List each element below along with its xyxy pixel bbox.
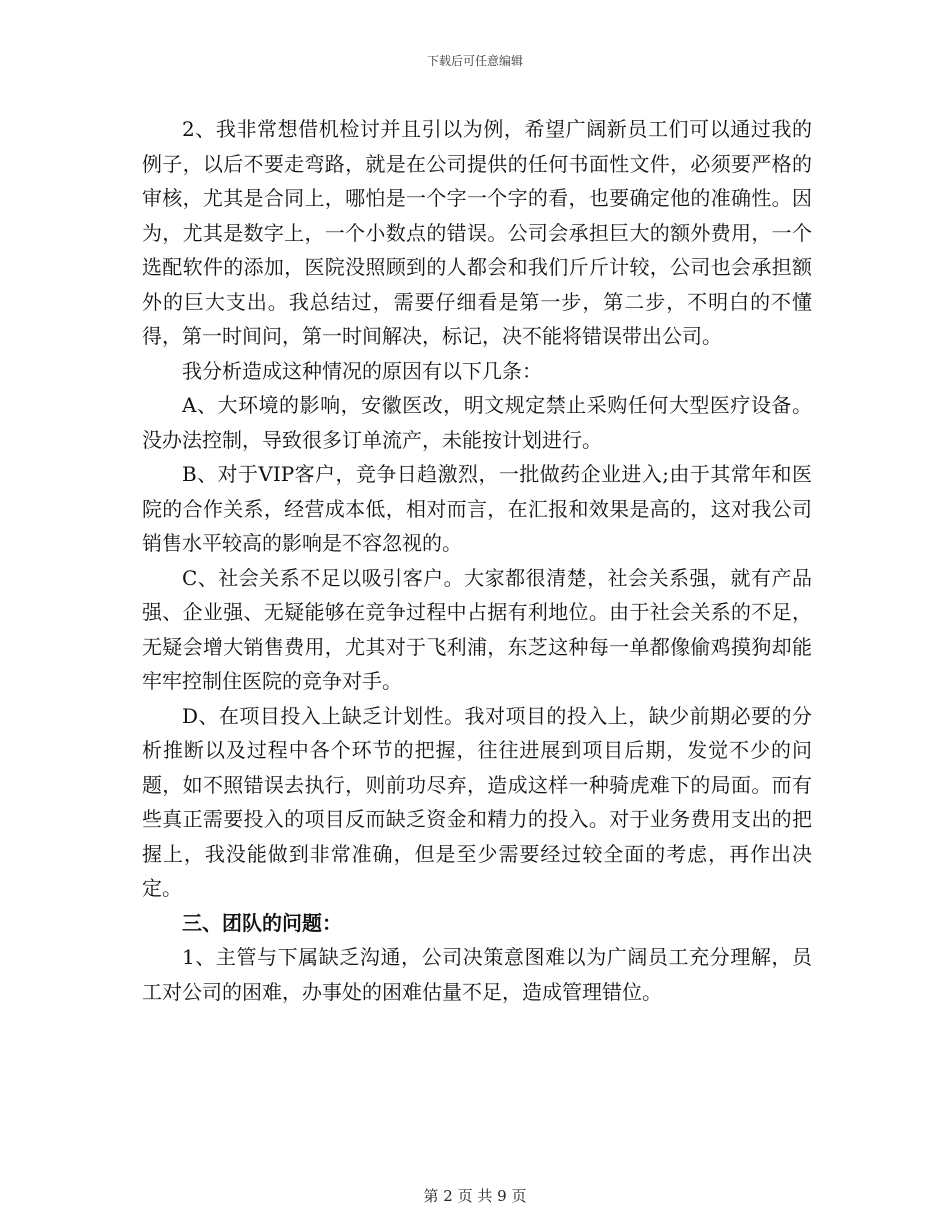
paragraph-reason-c: C、社会关系不足以吸引客户。大家都很清楚，社会关系强，就有产品强、企业强、无疑能够在竞争过程中占据有利地位。由于社会关系的不足，无疑会增大销售费用，尤其对于飞利浦，东芝这种每一单都像偷鸡摸狗却能牢牢控制住医院的竞争对手。: [142, 565, 812, 693]
paragraph-reason-a: A、大环境的影响，安徽医改，明文规定禁止采购任何大型医疗设备。没办法控制，导致很多订单流产，未能按计划进行。: [142, 393, 812, 452]
paragraph-analysis-intro: 我分析造成这种情况的原因有以下几条：: [182, 358, 542, 383]
page-footer: 第 2 页 共 9 页: [423, 1187, 527, 1205]
paragraph-item-2: 2、我非常想借机检讨并且引以为例，希望广阔新员工们可以通过我的例子，以后不要走弯路，就是在公司提供的任何书面性文件，必须要严格的审核，尤其是合同上，哪怕是一个字一个字的看，也要确定他的准确性。因为，尤其是数字上，一个小数点的错误。公司会承担巨大的额外费用，一个选配软件的添加，医院没照顾到的人都会和我们斤斤计较，公司也会承担额外的巨大支出。我总结过，需要仔细看是第一步，第二步，不明白的不懂得，第一时间问，第一时间解决，标记，决不能将错误带出公司。: [142, 117, 812, 348]
page-header: 下载后可任意编辑: [426, 54, 523, 68]
paragraph-reason-d: D、在项目投入上缺乏计划性。我对项目的投入上，缺少前期必要的分析推断以及过程中各个环节的把握，往往进展到项目后期，发觉不少的问题，如不照错误去执行，则前功尽弃，造成这样一种骑虎难下的局面。而有些真正需要投入的项目反而缺乏资金和精力的投入。对于业务费用支出的把握上，我没能做到非常准确，但是至少需要经过较全面的考虑，再作出决定。: [142, 703, 812, 900]
paragraph-reason-b: B、对于VIP客户，竞争日趋激烈，一批做药企业进入;由于其常年和医院的合作关系，经营成本低，相对而言，在汇报和效果是高的，这对我公司销售水平较高的影响是不容忽视的。: [142, 462, 812, 555]
document-body: [142, 112, 812, 1009]
paragraph-team-1: 1、主管与下属缺乏沟通，公司决策意图难以为广阔员工充分理解，员工对公司的困难，办事处的困难估量不足，造成管理错位。: [142, 945, 812, 1004]
section-heading-team: 三、团队的问题：: [182, 910, 342, 935]
